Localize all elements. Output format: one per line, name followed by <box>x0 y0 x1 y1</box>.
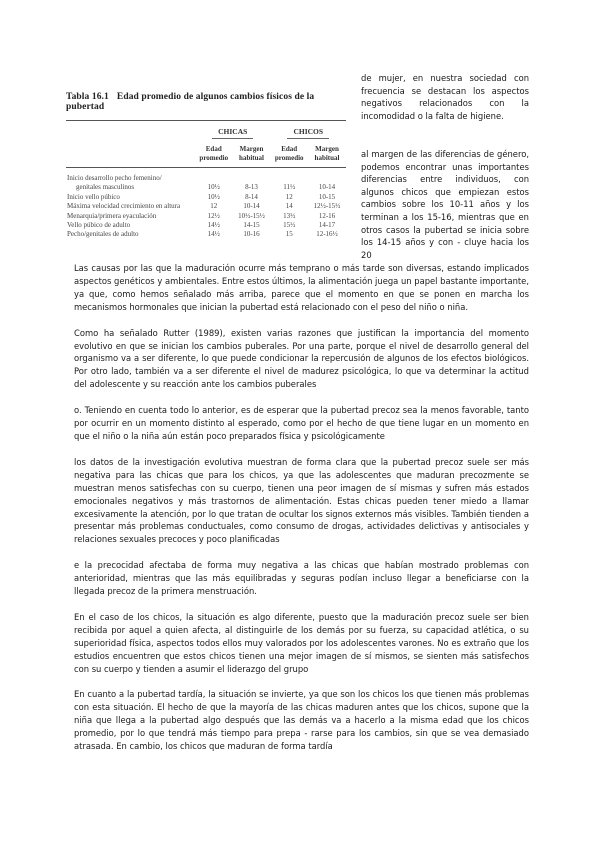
body-paragraph: Como ha señalado Rutter (1989), existen varias razones que justifican la importancia del momento evolutivo en que se inician los cambios puberales. Por una parte, porque el nivel de desarrollo general del organismo va a ser diferente, lo que puede condicionar la repercusión de algunos de los efectos biológicos. Por otro lado, también va a ser diferente el nivel de madurez psicológica, lo que va determinar la actitud del adolescente y su reacción ante los cambios puberales <box>74 327 529 390</box>
puberty-changes-table <box>66 120 346 239</box>
cell-value: 12-16½ <box>316 230 338 239</box>
cell-value: 10½-15½ <box>238 211 265 220</box>
table-title: Edad promedio de algunos cambios físicos de la pubertad <box>66 92 315 112</box>
cell-value: 10-14 <box>318 183 336 192</box>
cell-value: 15½ <box>283 220 296 229</box>
cell-value: 10½ <box>207 192 220 201</box>
cell-value: 12½ <box>207 211 220 220</box>
row-label: genitales masculinos <box>76 183 135 192</box>
row-label: Máxima velocidad crecimiento en altura <box>67 202 181 211</box>
cell-value: 14½ <box>207 220 220 229</box>
table-figure <box>66 92 346 239</box>
cell-value: 14 <box>285 202 293 211</box>
cell-value: 12 <box>285 192 293 201</box>
group-header-boys: CHICOS <box>270 121 346 144</box>
side-paragraph: de mujer, en nuestra sociedad con frecuencia se destacan los aspectos negativos relacionados con la incomodidad o la falta de higiene. <box>361 73 529 121</box>
side-paragraph: al margen de las diferencias de género, podemos encontrar unas importantes diferencias entre individuos, con algunos chicos que empiezan estos cambios sobre los 10-11 años y los terminan a los 15-16, mientras que en otros casos la pubertad se inicia sobre los 14-15 años y con - cluye hacia los 20 <box>361 149 529 260</box>
row-label: Inicio desarrollo pecho femenino/ <box>67 174 162 182</box>
table-row <box>66 192 346 201</box>
group-header-girls: CHICAS <box>195 121 270 144</box>
cell-value: 14½ <box>207 230 220 239</box>
body-paragraph: los datos de la investigación evolutiva muestran de forma clara que la pubertad precoz suele ser más negativa para las chicas que para los chicos, ya que las adolescentes que maduran precozmente se muestran menos satisfechas con su cuerpo, tienen una peor imagen de sí mismas y sufren más estados emocionales negativos y más trastornos de alimentación. Estas chicas pueden tener miedo a llamar excesivamente la atención, por lo que tratan de ocultar los signos externos más visibles. También tienden a presentar más problemas conductuales, como consumo de drogas, actividades delictivas y antisociales y relaciones sexuales precoces y poco planificadas <box>74 456 529 545</box>
body-paragraph: En cuanto a la pubertad tardía, la situación se invierte, ya que son los chicos los que tienen más problemas con esta situación. El hecho de que la mayoría de las chicas maduren antes que los chicos, supone que la niña que llega a la pubertad algo después que las demás va a hacerlo a la misma edad que los chicos promedio, por lo que tendrá más tiempo para prepa - rarse para los cambios, sin que se vea demasiado atrasada. En cambio, los chicos que maduran de forma tardía <box>74 689 529 752</box>
table-row <box>66 220 346 229</box>
body-text <box>74 262 529 766</box>
cell-value: 12-16 <box>318 211 336 220</box>
body-paragraph: Las causas por las que la maduración ocurre más temprano o más tarde son diversas, estando implicados aspectos genéticos y ambientales. Entre estos últimos, la alimentación juega un papel bastante importante, ya que, como hemos señalado más arriba, parece que el momento en que se ponen en marcha los mecanismos hormonales que inician la pubertad está relacionado con el peso del niño o niña. <box>74 263 529 312</box>
cell-value: 10-15 <box>318 192 336 201</box>
cell-value: 14-15 <box>243 220 260 229</box>
cell-value: 10½ <box>207 183 220 192</box>
cell-value: 13½ <box>283 211 296 220</box>
cell-value: 11½ <box>283 183 296 192</box>
body-paragraph: o. Teniendo en cuenta todo lo anterior, es de esperar que la pubertad precoz sea la menos favorable, tanto por ocurrir en un momento distinto al esperado, como por el hecho de que tiene lugar en un momento en que el niño o la niña aún están poco preparados física y psicológicamente <box>74 405 529 441</box>
subheader: Edad promedio <box>274 145 304 162</box>
side-column-bottom <box>361 148 529 261</box>
row-label: Pecho/genitales de adulto <box>67 230 139 239</box>
table-row <box>66 230 346 239</box>
cell-value: 8-14 <box>245 192 258 201</box>
table-number: Tabla 16.1 <box>66 92 109 102</box>
side-column-top <box>361 72 529 122</box>
table-caption <box>66 92 346 112</box>
cell-value: 14-17 <box>318 220 336 229</box>
table-row <box>66 183 346 192</box>
subheader: Margen habitual <box>314 145 340 162</box>
cell-value: 10-16 <box>243 230 260 239</box>
row-label: Vello púbico de adulto <box>67 220 131 229</box>
body-paragraph: En el caso de los chicos, la situación es algo diferente, puesto que la maduración precoz suele ser bien recibida por aquel a quien afecta, al distinguirle de los demás por su fuerza, su capacidad atlética, o su superioridad física, aspectos todos ellos muy valorados por los adolescentes varones. No es extraño que los estudios encuentren que estos chicos tienen una mejor imagen de sí mismos, se sienten más satisfechos con su cuerpo y tienden a asumir el liderazgo del grupo <box>74 611 529 674</box>
row-label: Menarquia/primera eyaculación <box>67 211 157 220</box>
table-row <box>66 168 346 183</box>
table-row <box>66 201 346 210</box>
cell-value: 15 <box>285 230 293 239</box>
row-label: Inicio vello púbico <box>67 192 120 201</box>
cell-value: 10-14 <box>243 202 260 211</box>
cell-value: 12 <box>210 202 218 211</box>
cell-value: 12½-15½ <box>313 202 341 211</box>
subheader: Edad promedio <box>199 145 229 162</box>
body-paragraph: e la precocidad afectaba de forma muy negativa a las chicas que habían mostrado problemas con anterioridad, mientras que las más equilibradas y seguras podían incluso llegar a beneficiarse con la llegada precoz de la primera menstruación. <box>74 560 529 597</box>
table-row <box>66 211 346 220</box>
subheader: Margen habitual <box>239 145 264 162</box>
cell-value: 8-13 <box>245 183 258 192</box>
